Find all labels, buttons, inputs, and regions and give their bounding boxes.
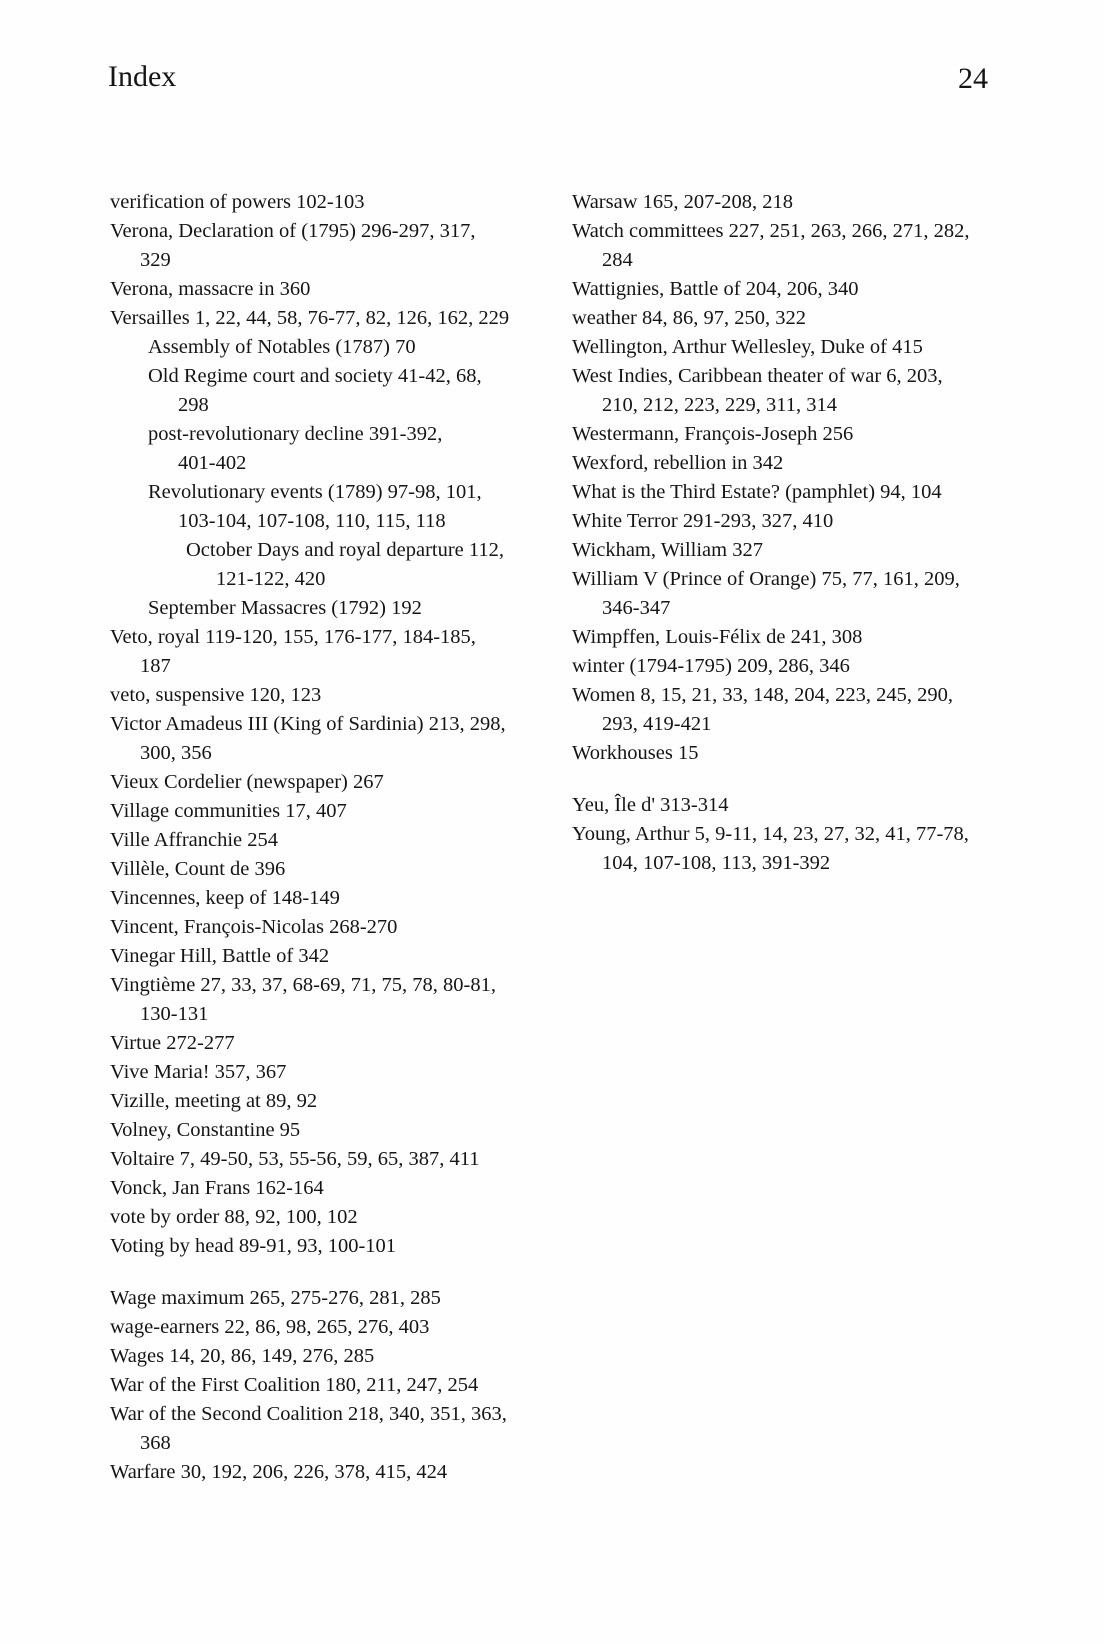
section-gap [572, 768, 1050, 791]
index-line: Volney, Constantine 95 [110, 1119, 301, 1141]
index-line: War of the First Coalition 180, 211, 247, 254 [110, 1374, 479, 1396]
index-column-right [572, 188, 1050, 878]
index-line: 284 [602, 249, 633, 271]
index-line: Wickham, William 327 [572, 539, 763, 561]
index-line: vote by order 88, 92, 100, 102 [110, 1206, 358, 1228]
index-line: wage-earners 22, 86, 98, 265, 276, 403 [110, 1316, 430, 1338]
index-line: White Terror 291-293, 327, 410 [572, 510, 834, 532]
index-line: Villèle, Count de 396 [110, 858, 286, 880]
index-line: post-revolutionary decline 391-392, [148, 423, 443, 445]
index-line: 130-131 [140, 1003, 209, 1025]
index-line: 104, 107-108, 113, 391-392 [602, 852, 831, 874]
index-line: Virtue 272-277 [110, 1032, 235, 1054]
index-line: Vive Maria! 357, 367 [110, 1061, 287, 1083]
index-column-left [110, 188, 565, 1487]
index-line: 187 [140, 655, 171, 677]
index-line: Vincennes, keep of 148-149 [110, 887, 340, 909]
index-line: Old Regime court and society 41-42, 68, [148, 365, 482, 387]
index-line: 346-347 [602, 597, 671, 619]
index-line: Watch committees 227, 251, 263, 266, 271, 282, [572, 220, 970, 242]
index-line: Wages 14, 20, 86, 149, 276, 285 [110, 1345, 375, 1367]
index-line: Wimpffen, Louis-Félix de 241, 308 [572, 626, 863, 648]
index-line: 293, 419-421 [602, 713, 712, 735]
index-line: 300, 356 [140, 742, 212, 764]
index-line: Voting by head 89-91, 93, 100-101 [110, 1235, 397, 1257]
index-line: September Massacres (1792) 192 [148, 597, 422, 619]
index-line: 121-122, 420 [216, 568, 326, 590]
index-line: 368 [140, 1432, 171, 1454]
index-line: 329 [140, 249, 171, 271]
index-line: Vieux Cordelier (newspaper) 267 [110, 771, 384, 793]
index-line: 210, 212, 223, 229, 311, 314 [602, 394, 837, 416]
index-line: Veto, royal 119-120, 155, 176-177, 184-185, [110, 626, 476, 648]
index-line: Young, Arthur 5, 9-11, 14, 23, 27, 32, 41, 77-78, [572, 823, 969, 845]
index-line: Wage maximum 265, 275-276, 281, 285 [110, 1287, 441, 1309]
index-line: Revolutionary events (1789) 97-98, 101, [148, 481, 482, 503]
index-line: Versailles 1, 22, 44, 58, 76-77, 82, 126, 162, 229 [110, 307, 510, 329]
index-line: Victor Amadeus III (King of Sardinia) 213, 298, [110, 713, 506, 735]
index-line: Vizille, meeting at 89, 92 [110, 1090, 318, 1112]
index-line: Vincent, François-Nicolas 268-270 [110, 916, 398, 938]
index-line: Wexford, rebellion in 342 [572, 452, 784, 474]
index-line: 401-402 [178, 452, 247, 474]
index-line: Westermann, François-Joseph 256 [572, 423, 854, 445]
index-line: weather 84, 86, 97, 250, 322 [572, 307, 806, 329]
index-line: Ville Affranchie 254 [110, 829, 279, 851]
index-line: West Indies, Caribbean theater of war 6, 203, [572, 365, 943, 387]
index-line: verification of powers 102-103 [110, 191, 365, 213]
index-line: 298 [178, 394, 209, 416]
index-line: Voltaire 7, 49-50, 53, 55-56, 59, 65, 387, 411 [110, 1148, 480, 1170]
index-line: Vingtième 27, 33, 37, 68-69, 71, 75, 78, 80-81, [110, 974, 496, 996]
page-number: 24 [958, 62, 988, 95]
index-line: Warsaw 165, 207-208, 218 [572, 191, 793, 213]
index-line: October Days and royal departure 112, [186, 539, 505, 561]
index-line: veto, suspensive 120, 123 [110, 684, 322, 706]
index-line: 103-104, 107-108, 110, 115, 118 [178, 510, 446, 532]
index-line: Vinegar Hill, Battle of 342 [110, 945, 330, 967]
index-line: winter (1794-1795) 209, 286, 346 [572, 655, 850, 677]
section-gap [110, 1261, 565, 1284]
index-line: Warfare 30, 192, 206, 226, 378, 415, 424 [110, 1461, 448, 1483]
index-line: Village communities 17, 407 [110, 800, 347, 822]
running-head-title: Index [108, 60, 177, 93]
index-line: What is the Third Estate? (pamphlet) 94, 104 [572, 481, 942, 503]
index-line: Wattignies, Battle of 204, 206, 340 [572, 278, 859, 300]
index-line: Verona, massacre in 360 [110, 278, 311, 300]
index-line: Workhouses 15 [572, 742, 699, 764]
index-line: William V (Prince of Orange) 75, 77, 161, 209, [572, 568, 960, 590]
index-line: Women 8, 15, 21, 33, 148, 204, 223, 245, 290, [572, 684, 954, 706]
index-line: Assembly of Notables (1787) 70 [148, 336, 416, 358]
index-line: War of the Second Coalition 218, 340, 351, 363, [110, 1403, 507, 1425]
index-line: Verona, Declaration of (1795) 296-297, 317, [110, 220, 476, 242]
index-line: Yeu, Île d' 313-314 [572, 794, 729, 816]
index-line: Vonck, Jan Frans 162-164 [110, 1177, 324, 1199]
index-line: Wellington, Arthur Wellesley, Duke of 415 [572, 336, 923, 358]
